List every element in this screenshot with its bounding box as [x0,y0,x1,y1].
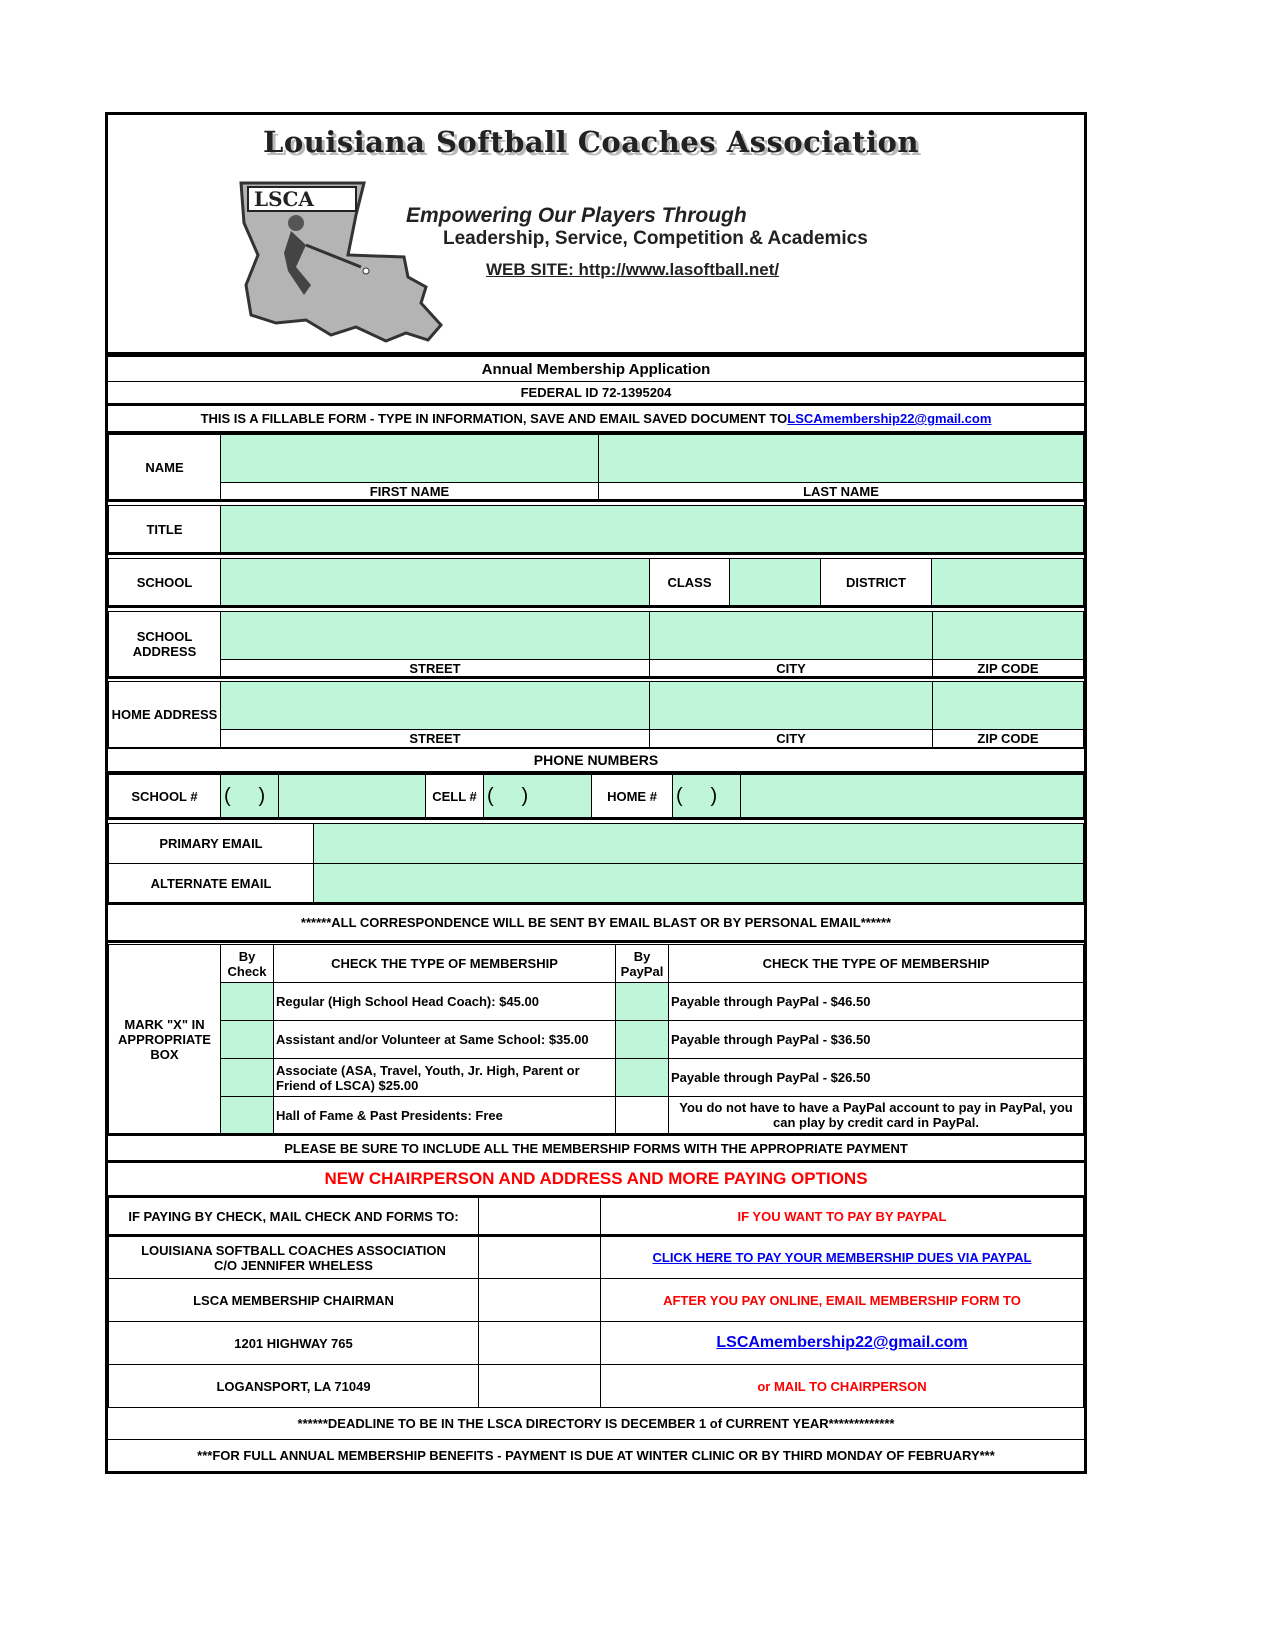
form-title: Annual Membership Application [108,355,1084,382]
tagline-primary: Empowering Our Players Through [406,204,747,227]
paypal-header: IF YOU WANT TO PAY BY PAYPAL [601,1198,1084,1236]
svg-text:LSCA: LSCA [254,187,314,211]
new-options-banner: NEW CHAIRPERSON AND ADDRESS AND MORE PAYING OPTIONS [108,1163,1084,1197]
school-address-section [108,611,1084,679]
last-name-caption: LAST NAME [599,483,1084,501]
school-phone-input[interactable] [279,775,426,819]
associate-paypal-option: Payable through PayPal - $26.50 [669,1059,1084,1097]
mark-x-label: MARK "X" IN APPROPRIATE BOX [109,945,221,1135]
include-forms-note: PLEASE BE SURE TO INCLUDE ALL THE MEMBERSHIP FORMS WITH THE APPROPRIATE PAYMENT [108,1136,1084,1163]
home-phone-input[interactable] [741,775,1084,819]
district-label: DISTRICT [821,559,932,607]
cell-phone-label: CELL # [426,775,484,819]
after-pay-note: AFTER YOU PAY ONLINE, EMAIL MEMBERSHIP FORM TO [601,1279,1084,1322]
school-phone-label: SCHOOL # [109,775,221,819]
mail-address-line-4: 1201 HIGHWAY 765 [109,1322,479,1365]
home-area-code-input[interactable]: ( ) [673,775,741,819]
name-label: NAME [109,435,221,501]
payment-spacer-5 [479,1365,601,1408]
deadline-note: ******DEADLINE TO BE IN THE LSCA DIRECTORY IS DECEMBER 1 of CURRENT YEAR************* [108,1408,1084,1440]
primary-email-input[interactable] [314,824,1084,864]
payment-spacer-4 [479,1322,601,1365]
assistant-check-box[interactable] [221,1021,274,1059]
regular-check-box[interactable] [221,983,274,1021]
correspondence-note: ******ALL CORRESPONDENCE WILL BE SENT BY EMAIL BLAST OR BY PERSONAL EMAIL****** [108,905,1084,943]
membership-form [105,112,1087,1474]
phone-numbers-heading: PHONE NUMBERS [108,748,1084,774]
title-label: TITLE [109,506,221,554]
home-city-caption: CITY [650,730,933,748]
home-city-input[interactable] [650,682,933,730]
home-address-label: HOME ADDRESS [109,682,221,748]
school-zip-input[interactable] [933,612,1084,660]
school-zip-caption: ZIP CODE [933,660,1084,678]
home-zip-input[interactable] [933,682,1084,730]
membership-section [108,944,1084,1136]
district-input[interactable] [932,559,1084,607]
home-zip-caption: ZIP CODE [933,730,1084,748]
form-header [108,115,1084,355]
last-name-input[interactable] [599,435,1084,483]
email-section [108,823,1084,905]
tagline-secondary: Leadership, Service, Competition & Academics [443,228,868,249]
hall-of-fame-paypal-empty [616,1097,669,1135]
primary-email-label: PRIMARY EMAIL [109,824,314,864]
instructions-text: THIS IS A FILLABLE FORM - TYPE IN INFORMATION, SAVE AND EMAIL SAVED DOCUMENT TO [200,411,788,426]
mail-address-line-5: LOGANSPORT, LA 71049 [109,1365,479,1408]
regular-membership-option: Regular (High School Head Coach): $45.00 [274,983,616,1021]
assistant-paypal-option: Payable through PayPal - $36.50 [669,1021,1084,1059]
alternate-email-label: ALTERNATE EMAIL [109,864,314,904]
mail-address-lines-1-2: LOUISIANA SOFTBALL COACHES ASSOCIATION C/O JENNIFER WHELESS [109,1236,479,1279]
paypal-pay-link[interactable]: CLICK HERE TO PAY YOUR MEMBERSHIP DUES VIA PAYPAL [601,1236,1084,1279]
associate-membership-option: Associate (ASA, Travel, Youth, Jr. High, Parent or Friend of LSCA) $25.00 [274,1059,616,1097]
payment-section [108,1197,1084,1408]
school-city-caption: CITY [650,660,933,678]
assistant-paypal-box[interactable] [616,1021,669,1059]
school-street-caption: STREET [221,660,650,678]
assistant-membership-option: Assistant and/or Volunteer at Same School: $35.00 [274,1021,616,1059]
membership-email-link[interactable]: LSCAmembership22@gmail.com [601,1322,1084,1365]
home-phone-label: HOME # [592,775,673,819]
first-name-input[interactable] [221,435,599,483]
alternate-email-input[interactable] [314,864,1084,904]
benefits-note: ***FOR FULL ANNUAL MEMBERSHIP BENEFITS - PAYMENT IS DUE AT WINTER CLINIC OR BY THIRD MONDAY OF FEBRUARY*** [197,1448,995,1463]
payment-spacer-3 [479,1279,601,1322]
home-street-caption: STREET [221,730,650,748]
check-mail-header: IF PAYING BY CHECK, MAIL CHECK AND FORMS TO: [109,1198,479,1236]
school-input[interactable] [221,559,650,607]
title-section [108,505,1084,555]
home-street-input[interactable] [221,682,650,730]
regular-paypal-box[interactable] [616,983,669,1021]
school-area-code-input[interactable]: ( ) [221,775,279,819]
payment-spacer-1 [479,1198,601,1236]
louisiana-map-logo [236,175,446,345]
name-section [108,434,1084,502]
title-input[interactable] [221,506,1084,554]
hall-of-fame-option: Hall of Fame & Past Presidents: Free [274,1097,616,1135]
paypal-note: You do not have to have a PayPal account to pay in PayPal, you can play by credit card in PayPal. [669,1097,1084,1135]
first-name-caption: FIRST NAME [221,483,599,501]
instructions-email-link[interactable]: LSCAmembership22@gmail.com [787,411,992,426]
school-label: SCHOOL [109,559,221,607]
check-type-header-left: CHECK THE TYPE OF MEMBERSHIP [274,945,616,983]
payment-spacer-2 [479,1236,601,1279]
by-paypal-header: By PayPal [616,945,669,983]
federal-id: FEDERAL ID 72-1395204 [108,382,1084,406]
school-street-input[interactable] [221,612,650,660]
class-label: CLASS [650,559,730,607]
by-check-header: By Check [221,945,274,983]
mail-address-line-3: LSCA MEMBERSHIP CHAIRMAN [109,1279,479,1322]
school-section [108,558,1084,608]
org-logo-title: Louisiana Softball Coaches Association [263,125,919,159]
school-address-label: SCHOOL ADDRESS [109,612,221,678]
home-address-section [108,681,1084,748]
or-mail-note: or MAIL TO CHAIRPERSON [601,1365,1084,1408]
class-input[interactable] [730,559,821,607]
fillable-instructions [108,406,1084,434]
check-type-header-right: CHECK THE TYPE OF MEMBERSHIP [669,945,1084,983]
cell-phone-input[interactable]: ( ) [484,775,592,819]
associate-paypal-box[interactable] [616,1059,669,1097]
website-link[interactable]: WEB SITE: http://www.lasoftball.net/ [486,260,780,279]
regular-paypal-option: Payable through PayPal - $46.50 [669,983,1084,1021]
associate-check-box[interactable] [221,1059,274,1097]
hall-of-fame-check-box[interactable] [221,1097,274,1135]
school-city-input[interactable] [650,612,933,660]
phone-section [108,774,1084,820]
